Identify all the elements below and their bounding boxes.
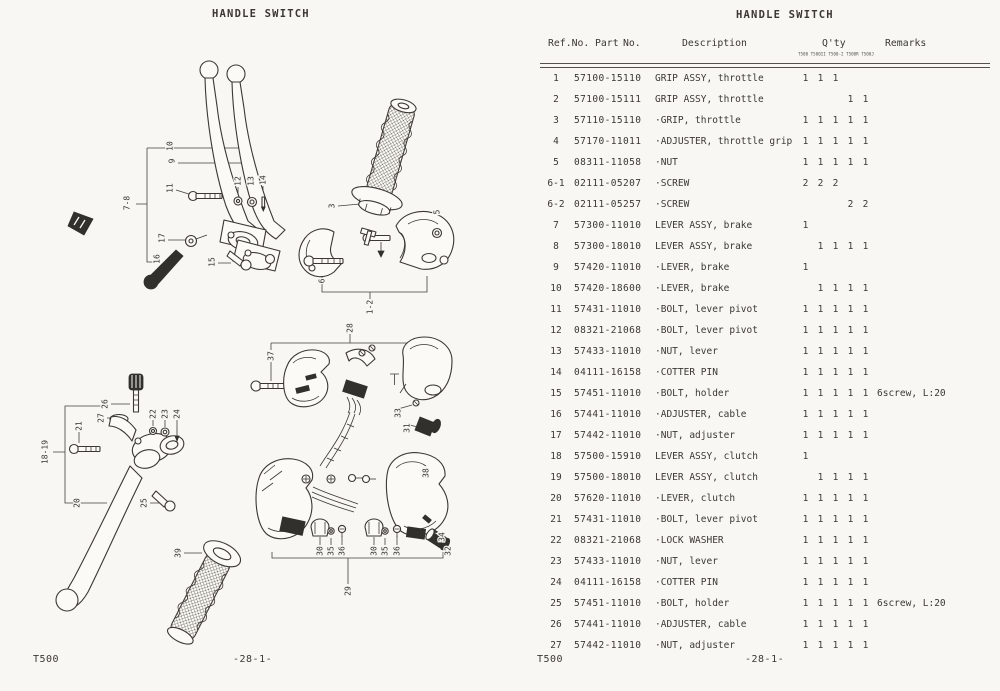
ref-no: 4 (553, 136, 559, 147)
diagram-callout-10: 10 (165, 141, 175, 151)
left-footer-model: T500 (33, 654, 60, 665)
qty-col-4: 1 (862, 556, 869, 567)
ref-no: 23 (550, 556, 562, 567)
table-row (540, 341, 992, 362)
table-row (540, 68, 992, 89)
brake-lever-assembly (144, 61, 285, 289)
diagram-callout-25: 25 (139, 498, 149, 508)
ref-no: 2 (553, 94, 559, 105)
table-row (540, 131, 992, 152)
col-header-part: Part (595, 38, 619, 49)
qty-col-2: 1 (832, 619, 839, 630)
qty-col-1: 1 (817, 493, 824, 504)
qty-col-1: 1 (817, 157, 824, 168)
table-row (540, 635, 992, 656)
qty-col-2: 1 (832, 325, 839, 336)
table-row (540, 194, 992, 215)
ref-no: 21 (550, 514, 562, 525)
switch-housing-group-29 (256, 453, 452, 552)
qty-col-4: 1 (862, 514, 869, 525)
qty-col-1: 1 (817, 73, 824, 84)
part-no: 57451-11010 (574, 388, 642, 399)
qty-col-4: 1 (862, 346, 869, 357)
qty-col-1: 1 (817, 136, 824, 147)
qty-col-1: 1 (817, 514, 824, 525)
qty-col-3: 1 (847, 409, 854, 420)
description: LEVER ASSY, clutch (655, 451, 758, 462)
qty-col-0: 1 (802, 136, 809, 147)
qty-col-0: 1 (802, 640, 809, 651)
ref-no: 6-1 (547, 178, 565, 189)
description: ·COTTER PIN (655, 367, 718, 378)
diagram-callout-35: 35 (326, 546, 336, 556)
ref-no: 13 (550, 346, 562, 357)
qty-col-3: 1 (847, 472, 854, 483)
qty-col-0: 1 (802, 73, 809, 84)
qty-col-2: 1 (832, 409, 839, 420)
diagram-callout-15: 15 (207, 257, 217, 267)
diagram-callout-24: 24 (172, 409, 182, 419)
diagram-callout-36: 36 (337, 546, 347, 556)
qty-col-3: 1 (847, 325, 854, 336)
diagram-callout-38: 38 (421, 468, 431, 478)
ref-no: 25 (550, 598, 562, 609)
qty-col-2: 1 (832, 556, 839, 567)
diagram-callout-28: 28 (345, 323, 355, 333)
qty-col-0: 1 (802, 493, 809, 504)
qty-col-2: 1 (832, 598, 839, 609)
part-no: 57431-11010 (574, 304, 642, 315)
qty-col-3: 1 (847, 283, 854, 294)
qty-col-2: 1 (832, 115, 839, 126)
description: LEVER ASSY, brake (655, 220, 753, 231)
qty-col-0: 1 (802, 535, 809, 546)
qty-col-1: 1 (817, 640, 824, 651)
qty-col-3: 1 (847, 640, 854, 651)
qty-col-3: 1 (847, 577, 854, 588)
table-row (540, 173, 992, 194)
description: ·BOLT, holder (655, 388, 730, 399)
ref-no: 7 (553, 220, 559, 231)
qty-col-4: 1 (862, 598, 869, 609)
qty-col-2: 1 (832, 367, 839, 378)
direction-arrow-icon (68, 212, 93, 235)
qty-col-2: 1 (832, 157, 839, 168)
qty-col-0: 1 (802, 619, 809, 630)
ref-no: 27 (550, 640, 562, 651)
description: ·LEVER, brake (655, 262, 730, 273)
description: ·LOCK WASHER (655, 535, 724, 546)
qty-col-3: 1 (847, 430, 854, 441)
qty-col-4: 1 (862, 472, 869, 483)
qty-col-0: 1 (802, 157, 809, 168)
col-header-remarks: Remarks (885, 38, 927, 49)
part-no: 57100-15110 (574, 73, 642, 84)
description: ·BOLT, lever pivot (655, 514, 758, 525)
part-no: 57300-18010 (574, 241, 642, 252)
parts-table (540, 36, 992, 666)
ref-no: 17 (550, 430, 562, 441)
right-footer-page: -28-1- (745, 654, 785, 665)
qty-col-3: 1 (847, 304, 854, 315)
right-page-title: HANDLE SWITCH (736, 9, 834, 21)
qty-col-2: 1 (832, 241, 839, 252)
ref-no: 9 (553, 262, 559, 273)
qty-col-0: 1 (802, 115, 809, 126)
part-no: 57110-15110 (574, 115, 642, 126)
qty-col-2: 1 (832, 640, 839, 651)
qty-col-4: 1 (862, 136, 869, 147)
table-row (540, 446, 992, 467)
qty-col-2: 1 (832, 304, 839, 315)
diagram-callout-9: 9 (167, 158, 177, 164)
ref-no: 26 (550, 619, 562, 630)
qty-col-3: 1 (847, 514, 854, 525)
qty-col-0: 1 (802, 220, 809, 231)
diagram-callout-37: 37 (266, 351, 276, 361)
qty-col-3: 1 (847, 388, 854, 399)
table-row (540, 572, 992, 593)
qty-col-2: 1 (832, 73, 839, 84)
description: ·NUT, adjuster (655, 430, 736, 441)
qty-col-4: 1 (862, 283, 869, 294)
table-row (540, 593, 992, 614)
diagram-callout-39: 39 (173, 548, 183, 558)
qty-col-3: 1 (847, 115, 854, 126)
part-no: 57441-11010 (574, 409, 642, 420)
diagram-callout-26: 26 (100, 399, 110, 409)
qty-col-3: 1 (847, 367, 854, 378)
table-row (540, 362, 992, 383)
table-row (540, 89, 992, 110)
qty-col-0: 1 (802, 598, 809, 609)
qty-col-4: 1 (862, 493, 869, 504)
description: ·ADJUSTER, throttle grip (655, 136, 793, 147)
qty-col-0: 1 (802, 262, 809, 273)
part-no: 57441-11010 (574, 619, 642, 630)
qty-col-3: 1 (847, 94, 854, 105)
ref-no: 19 (550, 472, 562, 483)
ref-no: 20 (550, 493, 562, 504)
qty-model-codes: T500 T500II T500-2 T500R T500J (798, 52, 874, 57)
qty-col-0: 1 (802, 304, 809, 315)
diagram-callout-21: 21 (74, 421, 84, 431)
diagram-callout-5: 5 (432, 209, 442, 215)
qty-col-4: 1 (862, 325, 869, 336)
qty-col-3: 1 (847, 241, 854, 252)
qty-col-0: 1 (802, 451, 809, 462)
col-header-qty: Q'ty (822, 38, 846, 49)
qty-col-1: 1 (817, 304, 824, 315)
qty-col-1: 2 (817, 178, 824, 189)
diagram-callout-11: 11 (165, 183, 175, 193)
description: ·LEVER, clutch (655, 493, 736, 504)
diagram-callout-32: 32 (443, 546, 453, 556)
qty-col-3: 1 (847, 556, 854, 567)
description: ·NUT, adjuster (655, 640, 736, 651)
part-no: 57442-11010 (574, 640, 642, 651)
diagram-callout-12: 12 (233, 176, 243, 186)
table-row (540, 614, 992, 635)
part-no: 04111-16158 (574, 577, 642, 588)
table-row (540, 467, 992, 488)
table-row (540, 152, 992, 173)
qty-col-1: 1 (817, 409, 824, 420)
qty-col-4: 1 (862, 640, 869, 651)
qty-col-3: 1 (847, 493, 854, 504)
diagram-callout-29: 29 (343, 586, 353, 596)
qty-col-0: 1 (802, 577, 809, 588)
table-row (540, 383, 992, 404)
col-header-ref: Ref.No. (548, 38, 590, 49)
ref-no: 22 (550, 535, 562, 546)
table-row (540, 425, 992, 446)
qty-col-1: 1 (817, 577, 824, 588)
part-no: 57620-11010 (574, 493, 642, 504)
diagram-callout-30: 30 (315, 546, 325, 556)
diagram-callout-1-2: 1-2 (365, 299, 375, 315)
part-no: 57500-15910 (574, 451, 642, 462)
description: ·GRIP, throttle (655, 115, 741, 126)
ref-no: 15 (550, 388, 562, 399)
table-row (540, 551, 992, 572)
qty-col-1: 1 (817, 430, 824, 441)
description: ·BOLT, lever pivot (655, 304, 758, 315)
qty-col-0: 1 (802, 409, 809, 420)
left-page-title: HANDLE SWITCH (212, 8, 310, 20)
qty-col-1: 1 (817, 241, 824, 252)
description: GRIP ASSY, throttle (655, 94, 764, 105)
part-no: 02111-05207 (574, 178, 642, 189)
qty-col-4: 1 (862, 535, 869, 546)
qty-col-2: 1 (832, 283, 839, 294)
qty-col-0: 1 (802, 556, 809, 567)
description: ·NUT (655, 157, 678, 168)
qty-col-0: 1 (802, 346, 809, 357)
qty-col-1: 1 (817, 325, 824, 336)
qty-col-1: 1 (817, 346, 824, 357)
diagram-callout-35: 35 (380, 546, 390, 556)
diagram-callout-13: 13 (246, 176, 256, 186)
part-no: 08321-21068 (574, 325, 642, 336)
table-row (540, 278, 992, 299)
qty-col-3: 1 (847, 619, 854, 630)
qty-col-2: 1 (832, 346, 839, 357)
part-no: 57100-15111 (574, 94, 642, 105)
col-header-part-no: No. (623, 38, 641, 49)
table-row (540, 299, 992, 320)
table-row (540, 320, 992, 341)
ref-no: 3 (553, 115, 559, 126)
description: ·NUT, lever (655, 556, 718, 567)
parts-table-rows (540, 68, 992, 656)
col-header-desc: Description (682, 38, 747, 49)
ref-no: 12 (550, 325, 562, 336)
remarks: 6screw, L:20 (877, 598, 946, 609)
ref-no: 16 (550, 409, 562, 420)
diagram-callout-14: 14 (258, 175, 268, 185)
ref-no: 5 (553, 157, 559, 168)
ref-no: 10 (550, 283, 562, 294)
qty-col-4: 1 (862, 388, 869, 399)
qty-col-0: 2 (802, 178, 809, 189)
qty-col-1: 1 (817, 367, 824, 378)
left-footer-page: -28-1- (233, 654, 273, 665)
description: ·SCREW (655, 199, 690, 210)
qty-col-1: 1 (817, 283, 824, 294)
qty-col-0: 1 (802, 388, 809, 399)
qty-col-3: 1 (847, 535, 854, 546)
diagram-callout-22: 22 (148, 409, 158, 419)
qty-col-0: 1 (802, 367, 809, 378)
part-no: 57433-11010 (574, 346, 642, 357)
qty-col-1: 1 (817, 115, 824, 126)
ref-no: 24 (550, 577, 562, 588)
part-no: 04111-16158 (574, 367, 642, 378)
description: ·BOLT, lever pivot (655, 325, 758, 336)
description: ·ADJUSTER, cable (655, 619, 747, 630)
part-no: 57300-11010 (574, 220, 642, 231)
diagram-callout-33: 33 (393, 408, 403, 418)
qty-col-0: 1 (802, 325, 809, 336)
qty-col-2: 1 (832, 136, 839, 147)
qty-col-1: 1 (817, 556, 824, 567)
qty-col-4: 1 (862, 115, 869, 126)
part-no: 08311-11058 (574, 157, 642, 168)
qty-col-1: 1 (817, 388, 824, 399)
qty-col-4: 1 (862, 94, 869, 105)
qty-col-2: 1 (832, 388, 839, 399)
description: ·COTTER PIN (655, 577, 718, 588)
diagram-callout-3: 3 (327, 203, 337, 209)
qty-col-2: 1 (832, 514, 839, 525)
qty-col-1: 1 (817, 598, 824, 609)
qty-col-2: 1 (832, 430, 839, 441)
ref-no: 11 (550, 304, 562, 315)
diagram-callout-18-19: 18-19 (40, 439, 50, 465)
diagram-callout-6: 6 (317, 278, 327, 284)
table-header-rule (540, 63, 990, 68)
qty-col-4: 1 (862, 577, 869, 588)
qty-col-4: 1 (862, 304, 869, 315)
table-row (540, 215, 992, 236)
qty-col-4: 1 (862, 157, 869, 168)
table-row (540, 488, 992, 509)
part-no: 08321-21068 (574, 535, 642, 546)
qty-col-2: 1 (832, 535, 839, 546)
qty-col-3: 1 (847, 346, 854, 357)
diagram-callout-16: 16 (152, 254, 162, 264)
diagram-callout-30: 30 (369, 546, 379, 556)
qty-col-3: 2 (847, 199, 854, 210)
part-no: 57420-18600 (574, 283, 642, 294)
description: GRIP ASSY, throttle (655, 73, 764, 84)
table-row (540, 110, 992, 131)
part-no: 57420-11010 (574, 262, 642, 273)
qty-col-0: 1 (802, 514, 809, 525)
diagram-callout-31: 31 (402, 423, 412, 433)
ref-no: 1 (553, 73, 559, 84)
qty-col-1: 1 (817, 619, 824, 630)
diagram-callout-20: 20 (72, 498, 82, 508)
qty-col-3: 1 (847, 136, 854, 147)
ref-no: 8 (553, 241, 559, 252)
qty-col-4: 1 (862, 430, 869, 441)
qty-col-3: 1 (847, 598, 854, 609)
part-no: 57451-11010 (574, 598, 642, 609)
description: ·ADJUSTER, cable (655, 409, 747, 420)
part-no: 57442-11010 (574, 430, 642, 441)
right-footer-model: T500 (537, 654, 564, 665)
diagram-callout-17: 17 (157, 233, 167, 243)
description: ·NUT, lever (655, 346, 718, 357)
qty-col-1: 1 (817, 472, 824, 483)
qty-col-4: 1 (862, 619, 869, 630)
description: ·BOLT, holder (655, 598, 730, 609)
ref-no: 14 (550, 367, 562, 378)
throttle-grip-assembly (299, 93, 454, 277)
qty-col-4: 1 (862, 241, 869, 252)
qty-col-0: 1 (802, 430, 809, 441)
qty-col-2: 1 (832, 577, 839, 588)
ref-no: 18 (550, 451, 562, 462)
description: ·SCREW (655, 178, 690, 189)
part-no: 02111-05257 (574, 199, 642, 210)
qty-col-3: 1 (847, 157, 854, 168)
diagram-callout-7-8: 7-8 (122, 195, 132, 211)
table-row (540, 257, 992, 278)
qty-col-4: 1 (862, 409, 869, 420)
qty-col-2: 1 (832, 472, 839, 483)
table-row (540, 509, 992, 530)
description: ·LEVER, brake (655, 283, 730, 294)
diagram-callout-36: 36 (392, 546, 402, 556)
diagram-callout-23: 23 (160, 409, 170, 419)
qty-col-2: 1 (832, 493, 839, 504)
table-row (540, 236, 992, 257)
part-no: 57433-11010 (574, 556, 642, 567)
part-no: 57170-11011 (574, 136, 642, 147)
table-row (540, 404, 992, 425)
part-no: 57431-11010 (574, 514, 642, 525)
qty-col-4: 1 (862, 367, 869, 378)
description: LEVER ASSY, brake (655, 241, 753, 252)
diagram-callout-27: 27 (96, 413, 106, 423)
remarks: 6screw, L:20 (877, 388, 946, 399)
qty-col-2: 2 (832, 178, 839, 189)
qty-col-1: 1 (817, 535, 824, 546)
description: LEVER ASSY, clutch (655, 472, 758, 483)
ref-no: 6-2 (547, 199, 565, 210)
table-row (540, 530, 992, 551)
qty-col-4: 2 (862, 199, 869, 210)
diagram-callout-34: 34 (437, 532, 447, 542)
part-no: 57500-18010 (574, 472, 642, 483)
